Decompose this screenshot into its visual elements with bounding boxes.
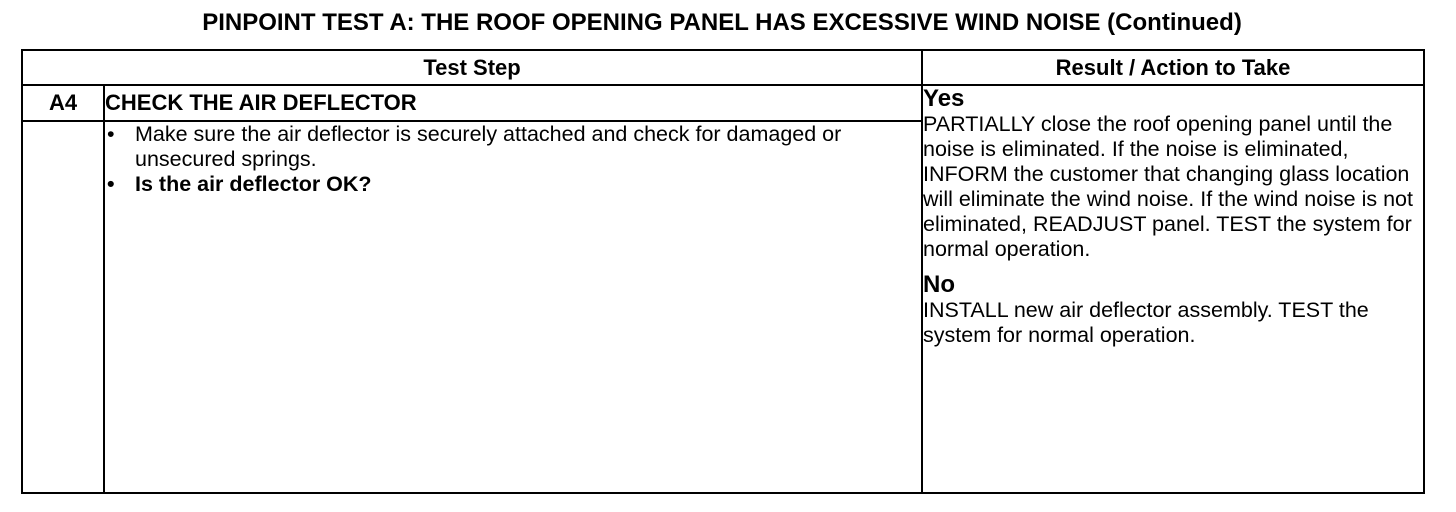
- yes-action: PARTIALLY close the roof opening panel until the noise is eliminated. If the noise is eliminated, INFORM the customer that changing glass location will eliminate the wind noise. If the wind noise is not eliminated, READJUST panel. TEST the system for normal operation.: [923, 112, 1413, 261]
- result-cell: [922, 85, 1424, 493]
- list-item: [105, 122, 921, 172]
- yes-label: Yes: [923, 85, 965, 112]
- no-label: No: [923, 271, 956, 298]
- pinpoint-test-table: [21, 49, 1425, 494]
- bullet-icon: •: [107, 172, 115, 196]
- test-step-header: Test Step: [22, 50, 922, 85]
- result-header: Result / Action to Take: [922, 50, 1424, 85]
- page-title: PINPOINT TEST A: THE ROOF OPENING PANEL HAS EXCESSIVE WIND NOISE (Continued): [202, 9, 1242, 36]
- step-body: [104, 121, 922, 493]
- step-id: A4: [22, 85, 104, 121]
- bullet-icon: •: [107, 122, 115, 146]
- no-action: INSTALL new air deflector assembly. TEST the system for normal operation.: [923, 298, 1369, 347]
- step-id-blank: [22, 121, 104, 493]
- header-row: [22, 50, 1424, 85]
- list-item: [105, 172, 921, 197]
- bullet-text: Make sure the air deflector is securely attached and check for damaged or unsecured springs.: [135, 122, 842, 171]
- step-title: CHECK THE AIR DEFLECTOR: [104, 85, 922, 121]
- step-question: Is the air deflector OK?: [135, 172, 372, 196]
- step-title-row: [22, 85, 1424, 121]
- step-bullet-list: [105, 122, 921, 197]
